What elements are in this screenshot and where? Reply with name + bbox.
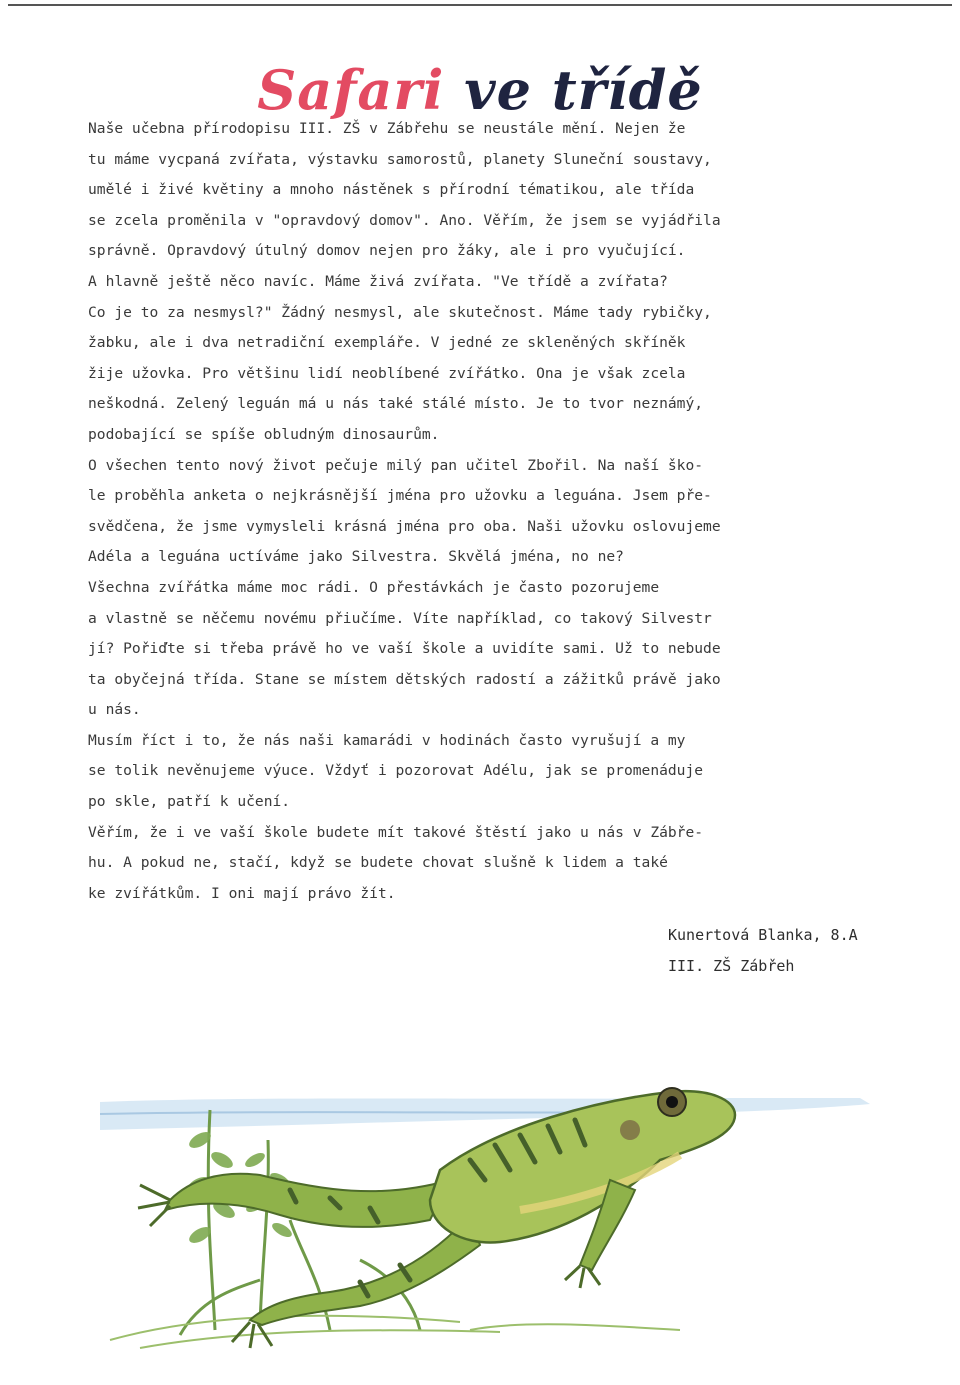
text-line: u nás. (88, 701, 141, 719)
text-line: Věřím, že i ve vaší škole budete mít takové štěstí jako u nás v Zábře- (88, 823, 704, 841)
paragraph-5 (88, 726, 918, 818)
text-line: podobající se spíše obludným dinosaurům. (88, 425, 440, 443)
text-line: jí? Pořiďte si třeba právě ho ve vaší škole a uvidíte sami. Už to nebude (88, 640, 721, 658)
text-line: Adéla a leguána uctíváme jako Silvestra. Skvělá jména, no ne? (88, 548, 624, 566)
text-line: správně. Opravdový útulný domov nejen pro žáky, ale i pro vyučující. (88, 242, 686, 260)
signature-block (668, 920, 858, 982)
text-line: Co je to za nesmysl?" Žádný nesmysl, ale skutečnost. Máme tady rybičky, (88, 303, 712, 321)
text-line: hu. A pokud ne, stačí, když se budete chovat slušně k lidem a také (88, 854, 668, 872)
paragraph-4 (88, 573, 918, 726)
text-line: svědčena, že jsme vymysleli krásná jména pro oba. Naši užovku oslovujeme (88, 517, 721, 535)
article-body (88, 114, 918, 909)
text-line: tu máme vycpaná zvířata, výstavku samorostů, planety Sluneční soustavy, (88, 150, 712, 168)
text-line: ke zvířátkům. I oni mají právo žít. (88, 884, 396, 902)
text-line: A hlavně ještě něco navíc. Máme živá zvířata. "Ve třídě a zvířata? (88, 272, 668, 290)
title-part-ve-tride: ve třídě (464, 58, 703, 123)
text-line: ta obyčejná třída. Stane se místem dětských radostí a zážitků právě jako (88, 670, 721, 688)
text-line: O všechen tento nový život pečuje milý pan učitel Zbořil. Na naší ško- (88, 456, 704, 474)
text-line: žabku, ale i dva netradiční exempláře. V jedné ze skleněných skříněk (88, 334, 686, 352)
title-part-safari: Safari (257, 58, 445, 123)
author-name: Kunertová Blanka, 8.A (668, 926, 858, 944)
paragraph-3 (88, 451, 918, 573)
text-line: Musím říct i to, že nás naši kamarádi v hodinách často vyrušují a my (88, 731, 686, 749)
paragraph-1 (88, 114, 918, 267)
text-line: neškodná. Zelený leguán má u nás také stálé místo. Je to tvor neznámý, (88, 395, 704, 413)
frog-icon (0, 1030, 960, 1360)
top-border-line (8, 4, 952, 6)
text-line: se tolik nevěnujeme výuce. Vždyť i pozorovat Adélu, jak se promenáduje (88, 762, 704, 780)
text-line: a vlastně se něčemu novému přiučíme. Víte například, co takový Silvestr (88, 609, 712, 627)
text-line: le proběhla anketa o nejkrásnější jména pro užovku a leguána. Jsem pře- (88, 487, 712, 505)
text-line: žije užovka. Pro většinu lidí neoblíbené zvířátko. Ona je však zcela (88, 364, 686, 382)
text-line: Všechna zvířátka máme moc rádi. O přestávkách je často pozorujeme (88, 578, 660, 596)
text-line: umělé i živé květiny a mnoho nástěnek s přírodní tématikou, ale třída (88, 181, 695, 199)
school-name: III. ZŠ Zábřeh (668, 957, 795, 975)
text-line: se zcela proměnila v "opravdový domov". Ano. Věřím, že jsem se vyjádřila (88, 211, 721, 229)
paragraph-6 (88, 818, 918, 910)
text-line: po skle, patří k učení. (88, 793, 291, 811)
text-line: Naše učebna přírodopisu III. ZŠ v Zábřehu se neustále mění. Nejen že (88, 120, 686, 137)
paragraph-2 (88, 267, 918, 451)
